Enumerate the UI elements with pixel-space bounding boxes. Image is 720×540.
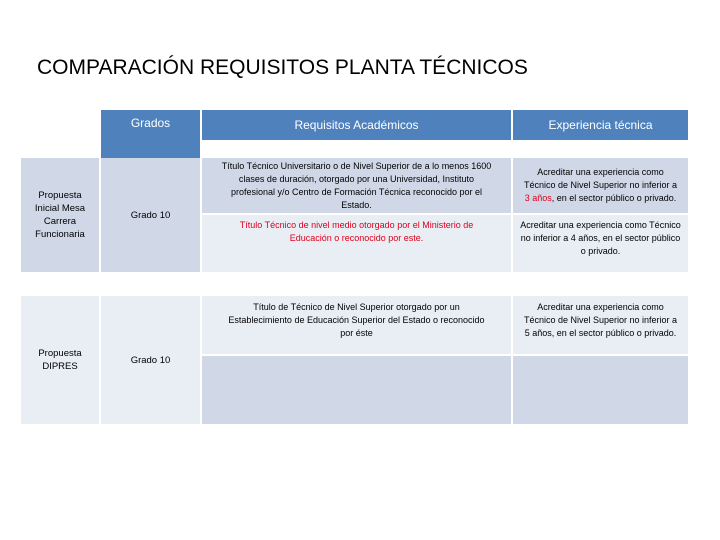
experiencia-mesa-1 bbox=[513, 158, 688, 213]
grado-dipres bbox=[101, 296, 200, 424]
page-title: COMPARACIÓN REQUISITOS PLANTA TÉCNICOS bbox=[37, 56, 528, 79]
requisito-mesa-2-text: Título Técnico de nivel medio otorgado por el Ministerio de Educación o reconocido por este. bbox=[239, 220, 474, 243]
grado-mesa-text: Grado 10 bbox=[130, 209, 171, 221]
experiencia-mesa-2 bbox=[513, 215, 688, 272]
header-experiencia-label: Experiencia técnica bbox=[548, 118, 653, 132]
requisito-mesa-1-text: Título Técnico Universitario o de Nivel Superior de a lo menos 1600 clases de duración, otorgado por una Universidad, Instituto profesional y/o Centro de Formación Técnica reconocido por el Estado. bbox=[221, 160, 492, 210]
row-label-dipres bbox=[21, 296, 99, 424]
requisito-dipres-1 bbox=[202, 296, 511, 354]
header-requisitos bbox=[202, 110, 511, 140]
experiencia-dipres-2 bbox=[513, 356, 688, 424]
row-label-mesa bbox=[21, 158, 99, 272]
experiencia-dipres-1 bbox=[513, 296, 688, 354]
experiencia-mesa-1-before: Acreditar una experiencia como Técnico de Nivel Superior no inferior a bbox=[523, 167, 678, 190]
header-grados bbox=[101, 110, 200, 158]
header-grados-label: Grados bbox=[130, 116, 171, 130]
experiencia-mesa-1-highlight: 3 años bbox=[524, 193, 552, 203]
header-experiencia bbox=[513, 110, 688, 140]
requisito-mesa-1 bbox=[202, 158, 511, 213]
requisito-mesa-2 bbox=[202, 215, 511, 272]
row-label-dipres-text: Propuesta DIPRES bbox=[38, 348, 82, 372]
row-label-mesa-text: Propuesta Inicial Mesa Carrera Funcionaria bbox=[34, 190, 86, 240]
requisito-dipres-2 bbox=[202, 356, 511, 424]
experiencia-mesa-2-text: Acreditar una experiencia como Técnico no inferior a 4 años, en el sector público o privado. bbox=[520, 220, 681, 256]
header-requisitos-label: Requisitos Académicos bbox=[294, 118, 419, 132]
grado-dipres-text: Grado 10 bbox=[130, 354, 171, 366]
experiencia-mesa-1-after: , en el sector público o privado. bbox=[551, 193, 677, 203]
requisito-dipres-1-text: Título de Técnico de Nivel Superior otorgado por un Establecimiento de Educación Superior del Estado o reconocido por éste bbox=[228, 302, 485, 338]
experiencia-mesa-1-text bbox=[521, 166, 680, 205]
grado-mesa bbox=[101, 158, 200, 272]
experiencia-dipres-1-text: Acreditar una experiencia como Técnico de Nivel Superior no inferior a 5 años, en el sector público o privado. bbox=[523, 302, 678, 338]
